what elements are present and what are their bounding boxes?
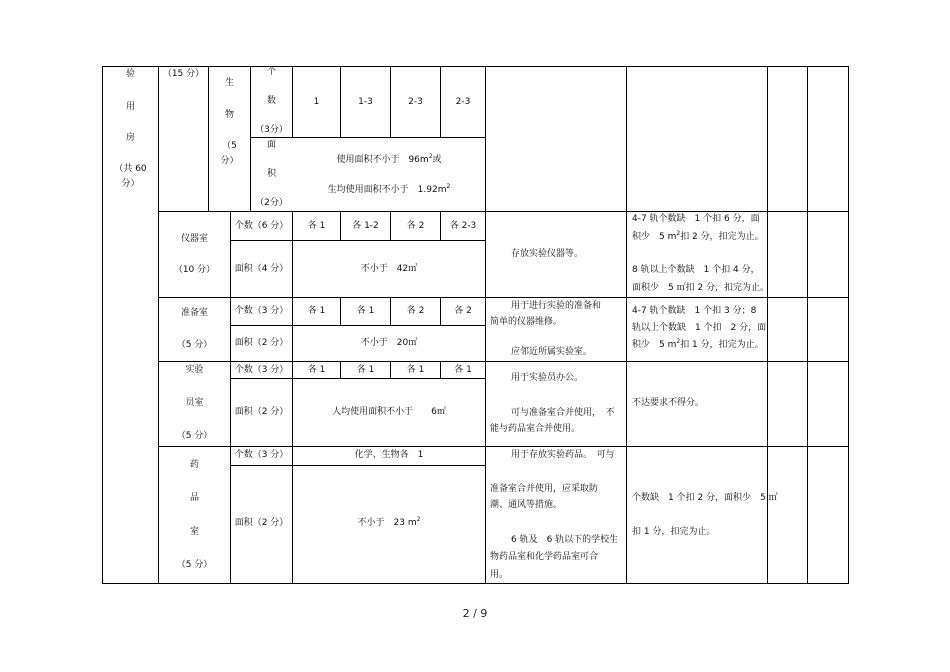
bio-count-value: 2-3 xyxy=(455,97,471,107)
instrument-count-label: 个数（6 分） xyxy=(234,221,289,231)
chem-purpose-line: 用于存放实验药品。 可与 xyxy=(511,450,615,460)
chem-room-name-line1: 药 xyxy=(189,460,199,470)
rule-text: 扣 2 分，扣完为止。 xyxy=(680,232,764,242)
staff-count-value: 各 1 xyxy=(307,365,326,375)
superscript: 2 xyxy=(446,183,451,190)
bio-area-text: 使用面积不小于 96m xyxy=(336,155,429,165)
section-label-line1: 验 xyxy=(125,69,135,79)
bio-count-value: 2-3 xyxy=(408,97,423,107)
instrument-count-value: 各 1 xyxy=(307,221,326,231)
instrument-area-label: 面积（4 分） xyxy=(234,264,289,274)
col-rule-3 xyxy=(250,66,251,212)
prep-rule-line xyxy=(632,340,764,351)
rule-text: 扣 1 分，扣完为止。 xyxy=(680,340,764,350)
chem-area-value xyxy=(293,518,485,529)
chem-room-score: （5 分） xyxy=(176,560,213,570)
chem-area-label: 面积（2 分） xyxy=(234,518,289,528)
staff-area-label: 面积（2 分） xyxy=(234,407,289,417)
col-rule-score-2 xyxy=(807,66,808,584)
staff-count-label: 个数（3 分） xyxy=(234,365,289,375)
prep-rule-line: 4-7 轨个数缺 1 个扣 3 分；8 xyxy=(632,306,757,316)
chem-rule-line: 扣 1 分，扣完为止。 xyxy=(632,527,716,537)
prep-count-value: 各 1 xyxy=(356,306,375,316)
prep-purpose-line: 应邻近所属实验室。 xyxy=(511,347,593,357)
instrument-rule-line: 4-7 轨个数缺 1 个扣 6 分，面 xyxy=(632,214,760,224)
sub-score: （15 分） xyxy=(162,69,205,79)
table-bottom-border xyxy=(102,583,848,584)
chem-purpose-line: 准备室合并使用，应采取防 xyxy=(490,484,599,494)
staff-purpose-line: 能与药品室合并使用。 xyxy=(490,424,581,434)
staff-room-name-line1: 实验 xyxy=(185,365,204,375)
superscript: 2 xyxy=(428,153,433,160)
staff-count-bottom-rule xyxy=(230,378,485,379)
staff-count-value: 各 1 xyxy=(454,365,472,375)
table-right-border xyxy=(848,66,849,584)
section-label-line5: 分） xyxy=(121,179,140,189)
instrument-room-name: 仪器室 xyxy=(180,234,208,244)
chem-count-value: 化学、生物各 1 xyxy=(354,450,424,460)
bio-count-value: 1-3 xyxy=(358,97,373,107)
staff-room-name-line2: 员室 xyxy=(185,398,204,408)
staff-count-value: 各 1 xyxy=(406,365,425,375)
bio-row-bottom-rule xyxy=(158,211,848,212)
prep-purpose-line: 简单的仪器维修。 xyxy=(490,317,563,327)
bio-area-value-line2 xyxy=(293,185,485,196)
bio-area-label-line2: 积 xyxy=(266,169,276,179)
instrument-count-value: 各 2 xyxy=(406,221,425,231)
col-rule-purpose xyxy=(485,66,486,584)
superscript: 2 xyxy=(676,230,681,237)
instrument-row-bottom-rule xyxy=(158,297,848,298)
chem-purpose-line: 6 轨及 6 轨以下的学校生 xyxy=(511,535,619,545)
col-rule-rules xyxy=(626,66,627,584)
staff-room-score: （5 分） xyxy=(176,431,213,441)
chem-rule-line: 个数缺 1 个扣 2 分，面积少 5 ㎡ xyxy=(632,493,778,503)
bio-count-bottom-rule xyxy=(250,137,485,138)
chem-purpose-line: 潮、通风等措施。 xyxy=(490,500,563,510)
instrument-room-score: （10 分） xyxy=(173,265,216,275)
bio-area-tail: 或 xyxy=(432,155,442,165)
chem-count-label: 个数（3 分） xyxy=(234,450,289,460)
col-rule-score-1 xyxy=(767,66,768,584)
instrument-count-bottom-rule xyxy=(230,240,485,241)
bio-count-label-line2: 数 xyxy=(266,96,276,106)
bio-label-line1: 生 xyxy=(224,78,234,88)
chem-room-name-line3: 室 xyxy=(189,527,199,537)
staff-count-value: 各 1 xyxy=(356,365,375,375)
instrument-rule-line: 8 轨以上个数缺 1 个扣 4 分， xyxy=(632,265,760,275)
staff-purpose-line: 可与准备室合并使用， 不 xyxy=(511,408,615,418)
staff-area-value: 人均使用面积不小于 6㎡ xyxy=(332,407,446,417)
prep-count-value: 各 2 xyxy=(454,306,472,316)
bio-label-line3: （5 xyxy=(222,141,237,151)
staff-row-bottom-rule xyxy=(158,446,848,447)
col-rule-1 xyxy=(158,66,159,584)
bio-area-text: 生均使用面积不小于 1.92m xyxy=(327,185,447,195)
page-number: 2 / 9 xyxy=(462,607,488,620)
section-label-line3: 房 xyxy=(125,133,135,143)
instrument-area-value: 不小于 42㎡ xyxy=(360,264,418,274)
prep-count-label: 个数（3 分） xyxy=(234,306,289,316)
instrument-count-value: 各 1-2 xyxy=(352,221,379,231)
instrument-count-value: 各 2-3 xyxy=(449,221,477,231)
prep-room-score: （5 分） xyxy=(176,340,213,350)
staff-purpose-line: 用于实验员办公。 xyxy=(511,373,584,383)
chem-room-name-line2: 品 xyxy=(189,493,199,503)
bio-area-label-line1: 面 xyxy=(266,140,276,150)
rule-text: 积少 5 m xyxy=(632,232,677,242)
superscript: 2 xyxy=(416,516,421,523)
prep-count-value: 各 1 xyxy=(307,306,326,316)
bio-label-line2: 物 xyxy=(224,110,234,120)
prep-area-label: 面积（2 分） xyxy=(234,338,289,348)
chem-purpose-line: 物药品室和化学药品室可合 xyxy=(490,552,599,562)
chem-purpose-line: 用。 xyxy=(490,570,509,580)
superscript: 2 xyxy=(676,338,681,345)
prep-count-value: 各 2 xyxy=(406,306,425,316)
instrument-rule-line xyxy=(632,232,764,243)
instrument-rule-line: 面积少 5 ㎡扣 2 分，扣完为止。 xyxy=(632,283,770,293)
section-label-line2: 用 xyxy=(125,102,135,112)
bio-area-label-line3: （2分） xyxy=(255,198,288,208)
prep-area-value: 不小于 20㎡ xyxy=(360,338,418,348)
chem-count-bottom-rule xyxy=(230,465,485,466)
bio-area-value-line1 xyxy=(293,155,485,166)
table-top-border xyxy=(102,66,848,67)
bio-label-line4: 分） xyxy=(220,156,239,166)
bio-count-value: 1 xyxy=(313,97,320,107)
bio-count-label-line3: （3分） xyxy=(255,125,288,135)
prep-rule-line: 轨以上个数缺 1 个扣 2 分，面 xyxy=(632,323,767,333)
section-label-line4: （共 60 xyxy=(114,164,147,174)
prep-room-name: 准备室 xyxy=(180,308,208,318)
chem-area-text: 不小于 23 m xyxy=(357,518,417,528)
prep-count-bottom-rule xyxy=(230,325,485,326)
prep-purpose-line: 用于进行实验的准备和 xyxy=(511,301,602,311)
instrument-purpose: 存放实验仪器等。 xyxy=(511,249,584,259)
rule-text: 积少 5 m xyxy=(632,340,677,350)
bio-count-label-line1: 个 xyxy=(266,67,276,77)
prep-row-bottom-rule xyxy=(158,361,848,362)
staff-rule: 不达要求不得分。 xyxy=(632,398,705,408)
